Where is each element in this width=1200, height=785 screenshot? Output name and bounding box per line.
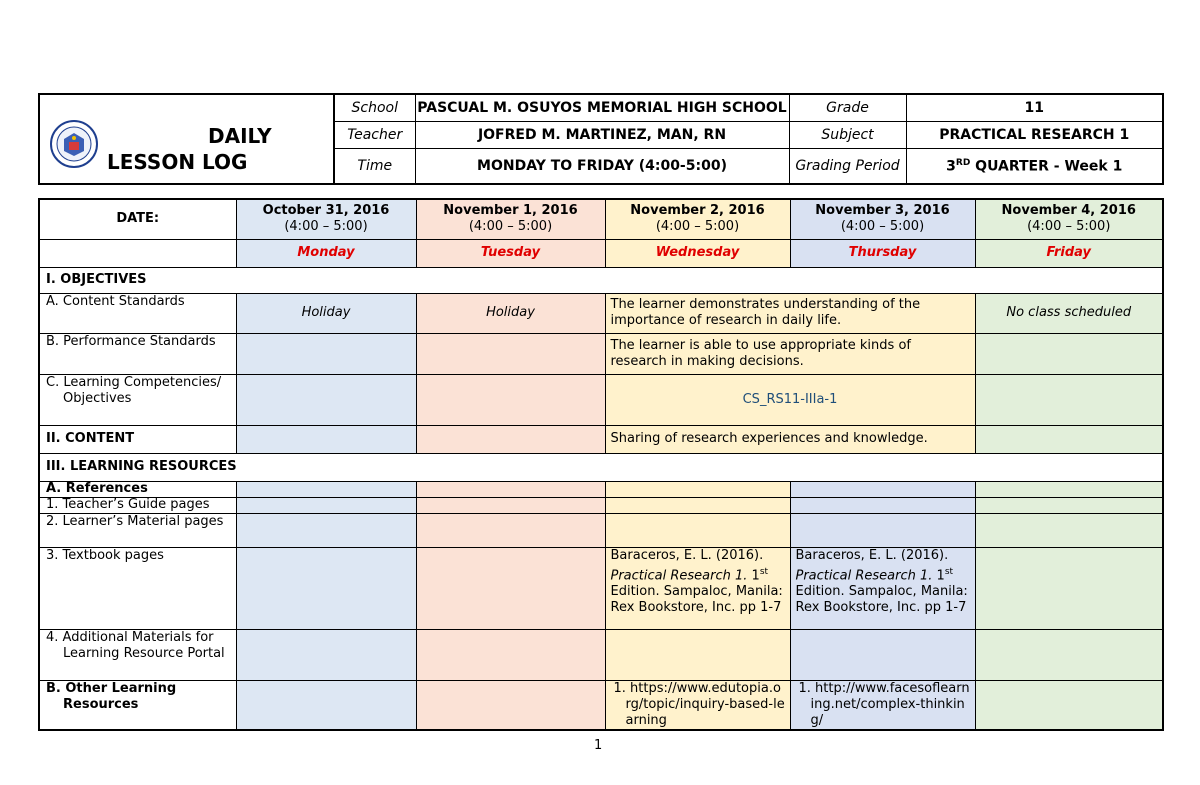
friday-no-class: No class scheduled xyxy=(975,293,1163,333)
date-wednesday: November 2, 2016 (4:00 – 5:00) xyxy=(605,199,790,239)
edutopia-link[interactable]: 1. https://www.edutopia.org/topic/inquiry-based-learning xyxy=(605,680,790,730)
content-standards-label: A. Content Standards xyxy=(39,293,236,333)
day-tuesday: Tuesday xyxy=(416,239,605,267)
other-resources-label: B. Other Learning Resources xyxy=(39,680,236,730)
facesoflearning-link[interactable]: 1. http://www.facesoflearning.net/complex-thinking/ xyxy=(790,680,975,730)
references-label: A. References xyxy=(39,481,236,497)
date-monday: October 31, 2016 (4:00 – 5:00) xyxy=(236,199,416,239)
teacher-value: JOFRED M. MARTINEZ, MAN, RN xyxy=(415,122,789,149)
textbook-reference-wednesday: Baraceros, E. L. (2016). Practical Research 1. 1st Edition. Sampaloc, Manila: Rex Bookstore, Inc. pp 1-7 xyxy=(605,547,790,629)
lesson-log-table xyxy=(38,198,1164,731)
objectives-heading: I. OBJECTIVES xyxy=(39,267,1163,293)
performance-standards-label: B. Performance Standards xyxy=(39,333,236,374)
day-monday: Monday xyxy=(236,239,416,267)
time-label: Time xyxy=(334,149,415,185)
subject-value: PRACTICAL RESEARCH 1 xyxy=(906,122,1163,149)
content-label: II. CONTENT xyxy=(39,425,236,453)
teacher-label: Teacher xyxy=(334,122,415,149)
learners-material-label: 2. Learner’s Material pages xyxy=(39,513,236,547)
grade-value: 11 xyxy=(906,94,1163,122)
page-number: 1 xyxy=(594,738,603,753)
date-row xyxy=(39,199,1163,239)
time-value: MONDAY TO FRIDAY (4:00-5:00) xyxy=(415,149,789,185)
textbook-pages-label: 3. Textbook pages xyxy=(39,547,236,629)
school-value: PASCUAL M. OSUYOS MEMORIAL HIGH SCHOOL xyxy=(415,94,789,122)
performance-standards-text: The learner is able to use appropriate kinds of research in making decisions. xyxy=(605,333,975,374)
date-tuesday: November 1, 2016 (4:00 – 5:00) xyxy=(416,199,605,239)
teachers-guide-label: 1. Teacher’s Guide pages xyxy=(39,497,236,513)
day-label-empty xyxy=(39,239,236,267)
grading-period-label: Grading Period xyxy=(789,149,906,185)
title-daily: DAILY xyxy=(208,124,272,148)
content-standards-text: The learner demonstrates understanding of the importance of research in daily life. xyxy=(605,293,975,333)
learning-competencies-label: C. Learning Competencies/ Objectives xyxy=(39,374,236,425)
subject-label: Subject xyxy=(789,122,906,149)
deped-seal-icon xyxy=(49,119,99,169)
tuesday-holiday: Holiday xyxy=(416,293,605,333)
additional-materials-label: 4. Additional Materials for Learning Resource Portal xyxy=(39,629,236,680)
content-text: Sharing of research experiences and knowledge. xyxy=(605,425,975,453)
date-thursday: November 3, 2016 (4:00 – 5:00) xyxy=(790,199,975,239)
textbook-reference-thursday: Baraceros, E. L. (2016). Practical Research 1. 1st Edition. Sampaloc, Manila: Rex Bookstore, Inc. pp 1-7 xyxy=(790,547,975,629)
monday-holiday: Holiday xyxy=(236,293,416,333)
date-friday: November 4, 2016 (4:00 – 5:00) xyxy=(975,199,1163,239)
title-cell xyxy=(39,94,334,184)
day-wednesday: Wednesday xyxy=(605,239,790,267)
day-thursday: Thursday xyxy=(790,239,975,267)
grading-period-value: 3RD QUARTER - Week 1 xyxy=(906,149,1163,185)
learning-resources-heading: III. LEARNING RESOURCES xyxy=(39,453,1163,481)
day-friday: Friday xyxy=(975,239,1163,267)
title-lesson-log: LESSON LOG xyxy=(107,150,248,174)
date-label: DATE: xyxy=(39,199,236,239)
day-row xyxy=(39,239,1163,267)
grade-label: Grade xyxy=(789,94,906,122)
header-table xyxy=(38,93,1164,185)
competency-code: CS_RS11-IIIa-1 xyxy=(605,374,975,425)
school-label: School xyxy=(334,94,415,122)
